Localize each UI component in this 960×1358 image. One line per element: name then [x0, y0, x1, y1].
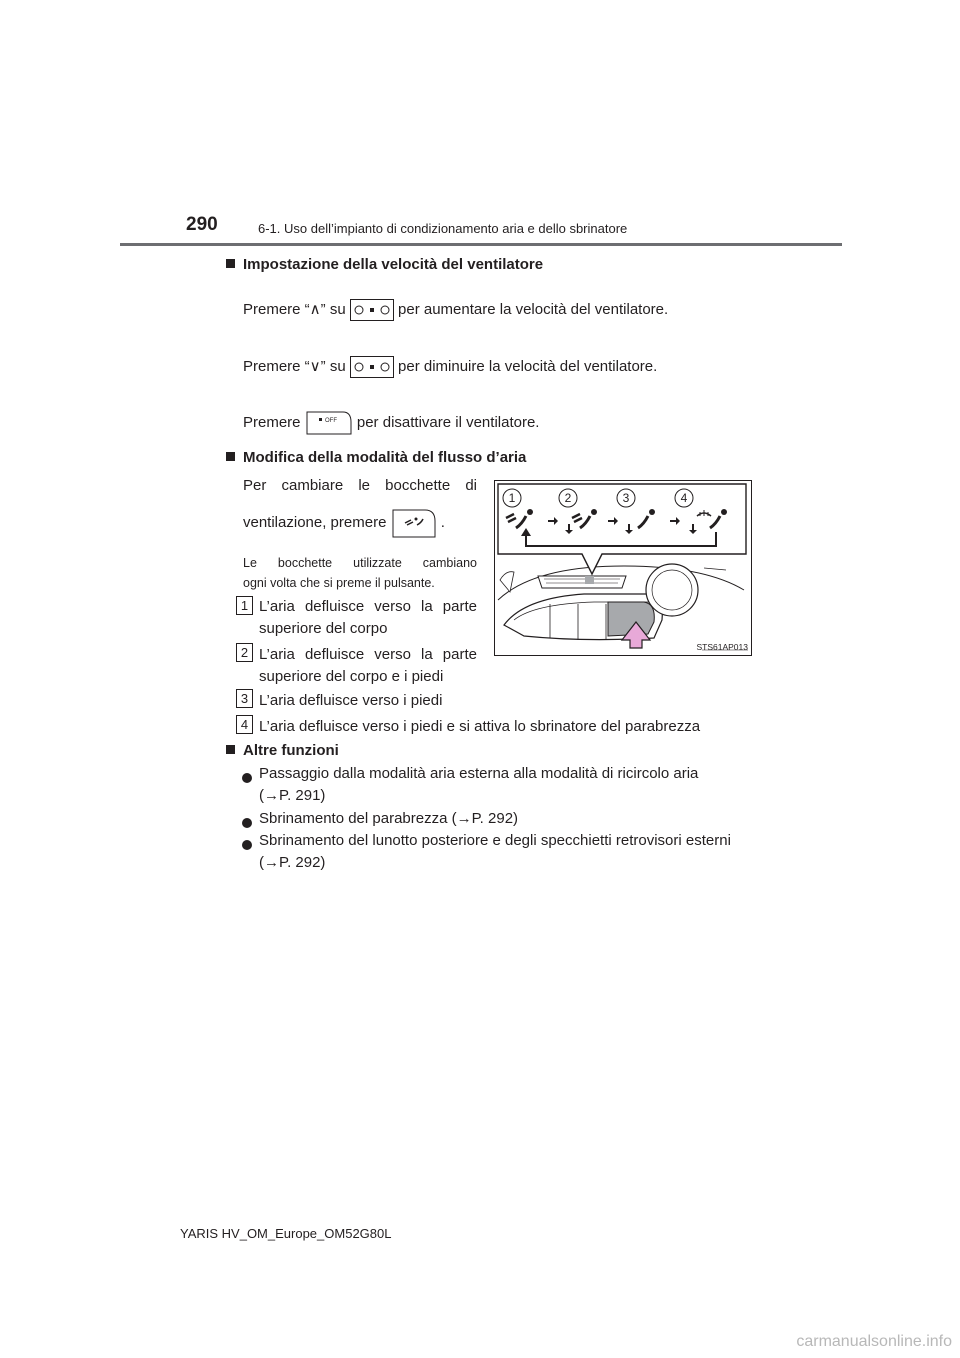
square-bullet-icon — [226, 452, 235, 461]
section-header: 6-1. Uso dell’impianto di condizionamento aria e dello sbrinatore — [258, 221, 628, 236]
other-bullet-3-line1: Sbrinamento del lunotto posteriore e degli specchietti retrovisori esterni — [259, 832, 731, 849]
mode-number-label: 2 — [564, 491, 572, 505]
fan-speed-button-icon — [350, 356, 394, 378]
airflow-mode-button-icon — [391, 507, 437, 539]
other-bullet-1-line1: Passaggio dalla modalità aria esterna alla modalità di ricircolo aria — [259, 765, 699, 782]
item-3-line1: L’aria defluisce verso i piedi — [259, 692, 443, 709]
watermark: carmanualsonline.info — [796, 1333, 952, 1350]
header-divider — [120, 243, 842, 246]
illustration-code: STS61AP013 — [696, 642, 748, 652]
fan-decrease-pre: Premere “∨” su — [243, 357, 346, 375]
airflow-title: Modifica della modalità del flusso d’aria — [243, 449, 527, 466]
fan-speed-title: Impostazione della velocità del ventilatore — [243, 256, 544, 273]
bullet-dot-icon — [242, 837, 252, 855]
item-1-line2: superiore del corpo — [259, 620, 388, 637]
airflow-heading — [226, 449, 526, 466]
other-functions-heading — [226, 742, 339, 759]
mode-number-label: 3 — [622, 491, 630, 505]
fan-decrease-post: per diminuire la velocità del ventilatore. — [398, 357, 658, 375]
item-number-badge: 2 — [236, 643, 253, 662]
other-bullet-2-line1: Sbrinamento del parabrezza (→P. 292) — [259, 810, 519, 827]
bullet-dot-icon — [242, 770, 252, 788]
item-number-badge: 4 — [236, 715, 253, 734]
airflow-note-line1: Le bocchette utilizzate cambiano — [243, 556, 477, 570]
airflow-diagram — [494, 480, 752, 656]
off-label: OFF — [324, 418, 337, 424]
other-bullet-3-line2: (→P. 292) — [259, 854, 326, 871]
item-2-line1: L’aria defluisce verso la parte — [259, 646, 477, 663]
airflow-intro-line1: Per cambiare le bocchette di — [243, 477, 477, 494]
other-functions-title: Altre funzioni — [243, 742, 339, 759]
fan-off-button-icon — [305, 410, 353, 436]
item-number-badge: 1 — [236, 596, 253, 615]
mode-number-label: 4 — [680, 491, 688, 505]
fan-off-line — [243, 410, 539, 436]
fan-speed-button-icon — [350, 299, 394, 321]
fan-decrease-line — [243, 356, 657, 378]
fan-increase-pre: Premere “∧” su — [243, 300, 346, 318]
fan-off-pre: Premere — [243, 413, 301, 431]
bullet-dot-icon — [242, 815, 252, 833]
airflow-intro-line2: ventilazione, premere . — [243, 507, 445, 539]
fan-off-post: per disattivare il ventilatore. — [356, 413, 540, 431]
square-bullet-icon — [226, 259, 235, 268]
other-bullet-1-line2: (→P. 291) — [259, 787, 326, 804]
square-bullet-icon — [226, 745, 235, 754]
airflow-illustration — [494, 480, 752, 656]
item-4-line1: L’aria defluisce verso i piedi e si attiva lo sbrinatore del parabrezza — [259, 718, 701, 735]
fan-increase-post: per aumentare la velocità del ventilatore. — [398, 300, 669, 318]
airflow-note-line2: ogni volta che si preme il pulsante. — [243, 576, 435, 590]
item-1-line1: L’aria defluisce verso la parte — [259, 598, 477, 615]
page-number: 290 — [186, 214, 218, 235]
mode-number-label: 1 — [508, 491, 516, 505]
item-number-badge: 3 — [236, 689, 253, 708]
fan-speed-heading — [226, 256, 543, 273]
airflow-intro-text: ventilazione, premere — [243, 513, 387, 531]
fan-increase-line — [243, 299, 668, 321]
footer-doc-id: YARIS HV_OM_Europe_OM52G80L — [180, 1226, 392, 1241]
item-2-line2: superiore del corpo e i piedi — [259, 668, 444, 685]
